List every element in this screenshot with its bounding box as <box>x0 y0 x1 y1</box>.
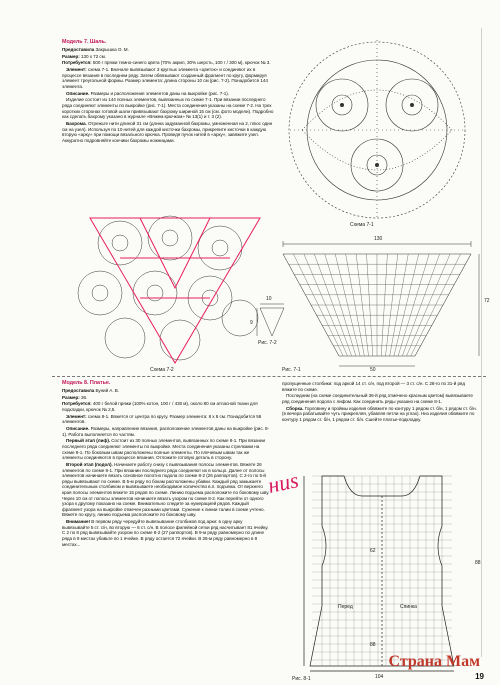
model8-stage1-label: Первый этап (лиф). <box>66 438 111 444</box>
fig-7-2-label: Рис. 7-2 <box>258 340 277 346</box>
schema-7-1-label: Схема 7-1 <box>350 222 374 228</box>
fig-8-1-dim-88: 88 <box>370 642 376 648</box>
fig-8-1-front-label: Перед <box>338 604 353 610</box>
model8-right-p1: пропущенные столбики: под аркой 14 ст. с/н, под второй — 3 ст. с/н. С 28-го по 31-й ряд вяжите по схеме. <box>282 381 466 392</box>
model8-assembly-label: Сборка. <box>286 405 304 411</box>
model8-size: 36. <box>80 394 88 400</box>
model7-by-label: Предоставила <box>62 46 95 52</box>
watermark <box>388 653 480 671</box>
model7-title: Модель 7. Шаль. <box>62 39 107 45</box>
model8-by: Буний А. В. <box>95 387 120 393</box>
schema-7-1-diagram <box>272 30 482 230</box>
fig-8-1-dim-104: 104 <box>375 674 384 680</box>
model7-size: 130 x 72 см. <box>80 53 107 59</box>
model8-desc-label: Описание. <box>66 426 90 432</box>
model8-size-label: Размер: <box>62 394 80 400</box>
fig-7-1-label: Рис. 7-1 <box>282 367 301 373</box>
model7-desc: Размеры и расположение элементов даны на выкройке (рис. 7-1). <box>90 90 229 96</box>
model7-needs-label: Потребуется: <box>62 60 92 66</box>
fig-8-1-dim-side: 88 <box>475 560 481 566</box>
model8-assembly: Горловину и проймы изделия обвяжите по контуру 1 рядом ст. б/н, 1 рядом ст. б/н. (в вечера рабатывайте чуть прикрепляя, убавляя петли на углах). Низ изделия обвяжите по контуру 1 рядом ст. б/н, 1 рядом ст. б/н. Сшейте платье-подкладку. <box>282 405 477 422</box>
schema-7-2-diagram <box>60 198 275 368</box>
fig-7-2-height: 9 <box>250 320 253 326</box>
page-number: 19 <box>475 672 484 681</box>
model7-fringe: Отрежьте нити длиной 31 см (длина задуманной бахромы, умноженная на 2, плюс один см на узел). Используя по 10 нитей для каждой кисточки бахромы, прикрепите кисточки в каждую вторую «арку» при помощи вязального крючка. Проведя пучок нитей в «арку», завяжите узел. Аккуратно подровняйте кончики бахромы ножницами. <box>62 121 273 143</box>
fig-8-1-diagram <box>292 466 472 676</box>
model8-element-label: Элемент: <box>66 413 87 419</box>
model8-right-text <box>282 381 478 424</box>
section-divider <box>52 376 486 377</box>
fig-8-1-back-label: Спинка <box>400 604 417 610</box>
model8-stage1: Состоит из 30 полных элементов, вывязанных по схеме 8-1. При вязании последнего ряда соединяют элементы по выкройке. Места соединения указаны стрелками на схеме 8-1. По боковым швам расположены полные элементы. По плечевым швам так же элементы соединяются в процессе вязания. Отложите готовую деталь в сторону. <box>62 438 266 461</box>
model7-fringe-label: Бахрома. <box>66 121 87 127</box>
fig-7-1-dim-side: 72 <box>484 298 490 304</box>
model8-title: Модель 8. Платье. <box>62 380 111 386</box>
model8-stage3-label: Внимание! <box>66 519 91 525</box>
watermark-text: Страна Мам <box>388 653 480 670</box>
fig-7-1-dim-bottom: 50 <box>370 367 376 373</box>
model8-by-label: Предоставила <box>62 387 95 393</box>
fig-8-1-label: Рис. 8-1 <box>292 676 311 682</box>
model8-stage3: В первом ряду чередуйте вывязывание столбиков под арки: в одну арку вывязывайте 5 ст. с/н, во вторую — 6 ст. с/н. В полосе филейной сетки ряд насчитывает 81 ячейку. С 2 по 8 ряд вывязывайте узором по схеме 8-2 (27 раппортов). В 9-м ряду равномерно по длине ряда в 9 местах убавьте по 1 ячейке. В ряду остается 72 ячейки. В 26-м ряду равномерно в 8 местах... <box>62 519 269 547</box>
fig-8-1-dim-62: 62 <box>370 548 376 554</box>
model8-needs-label: Потребуется: <box>62 401 92 407</box>
schema-7-2-label: Схема 7-2 <box>150 367 174 373</box>
model7-desc-label: Описание. <box>66 90 90 96</box>
model8-text <box>62 381 270 548</box>
model7-p1: Изделие состоит из 144 полных элементов, вывязанных по схеме 7-1. При вязании последнего ряда соединяют элементы по выкройке (рис. 7-1). Места соединения указаны на схеме 7-2. На трех коротких сторонах готовой шали привязывают бахрому шириной 15 см (см. фото модели). Подробно как сделать бахрому указано в журнале «Вяжем крючком» № 13(1) и т. 3 (2). <box>62 97 274 120</box>
fig-7-1-diagram <box>275 238 485 374</box>
model7-element-label: Элемент: <box>66 67 87 73</box>
fig-7-1-dim-top: 130 <box>374 236 383 242</box>
page-edge-line <box>481 28 482 657</box>
model8-stage2: Начинаете работу снизу с вывязывания полосы элементов. Вяжете 26 элементов по схеме 8-1. При вязании последнего ряда соединяют их в кольцо. Далее от полосы элементов начинаете вязать основное полотно подола по схеме 8-2 (26 раппортов). С 2-го по 5-й ряды вывязывают по схеме. В 5-м ряду по бокам расположены убавки. Каждый ряд замыкаете соединительным столбиком и вывязываете необходимое количество в.п. подъема. От верхнего края полосы элементов вяжете 15 рядов по схеме. Линию подъема расположите по боковому шву. Через 10 см от полосы элементов начинаете вязать узором по схеме 8-2. Как перейти от одного узора к другому показано на схеме. Внимательно следите за нумерацией рядов. Каждый фрагмент узора на выкройке отмечен разными цветами. Сужение к линии талии в схеме учтено. Вяжете по кругу, линию подъема расположите по боковому шву. <box>62 462 270 518</box>
model8-element: схема 8-1. Вяжется от центра по кругу. Размер элемента: 8 x 8 см. Понадобится 56 элементов. <box>62 413 262 425</box>
model7-text <box>62 40 274 145</box>
model8-stage2-label: Второй этап (подол). <box>66 462 113 468</box>
model7-element: схема 7-1. Вначале вывязывают 3 круглых элемента «цветок» и соединяют их в процессе вязания в последнем ряду. Затем обвязывают созданный фрагмент по кругу, формируя элемент треугольной формы. Размер элемента: длина стороны 10 см (рис. 7-2). Понадобится 144 элемента. <box>62 67 268 89</box>
model7-needs: 500 г пряжи темно-синего цвета (70% акрил, 30% шерсть, 100 г / 300 м), крючок № 3. <box>92 60 271 66</box>
model8-desc: Размеры, направление вязания, расположение элементов даны на выкройке (рис. 8-1). Работа выполняется по частям. <box>62 426 269 437</box>
fig-7-2-side: 10 <box>266 296 272 302</box>
handwritten-note: ниs <box>265 467 301 498</box>
model7-by: Закрышка О. М. <box>95 46 129 52</box>
model8-needs: 400 г белой пряжи (100% котон, 100 г / 430 м), около 80 см атласной ткани для подкладки, крючок № 2,5. <box>62 401 258 412</box>
model7-size-label: Размер: <box>62 53 80 59</box>
model8-right-p2: Последним (на схеме соединительный 36-й ряд отмечено красным цветом) вывязываете ряд соединения подола с лифом. Как соединить ряды указано на схеме 8-1. <box>282 393 473 404</box>
